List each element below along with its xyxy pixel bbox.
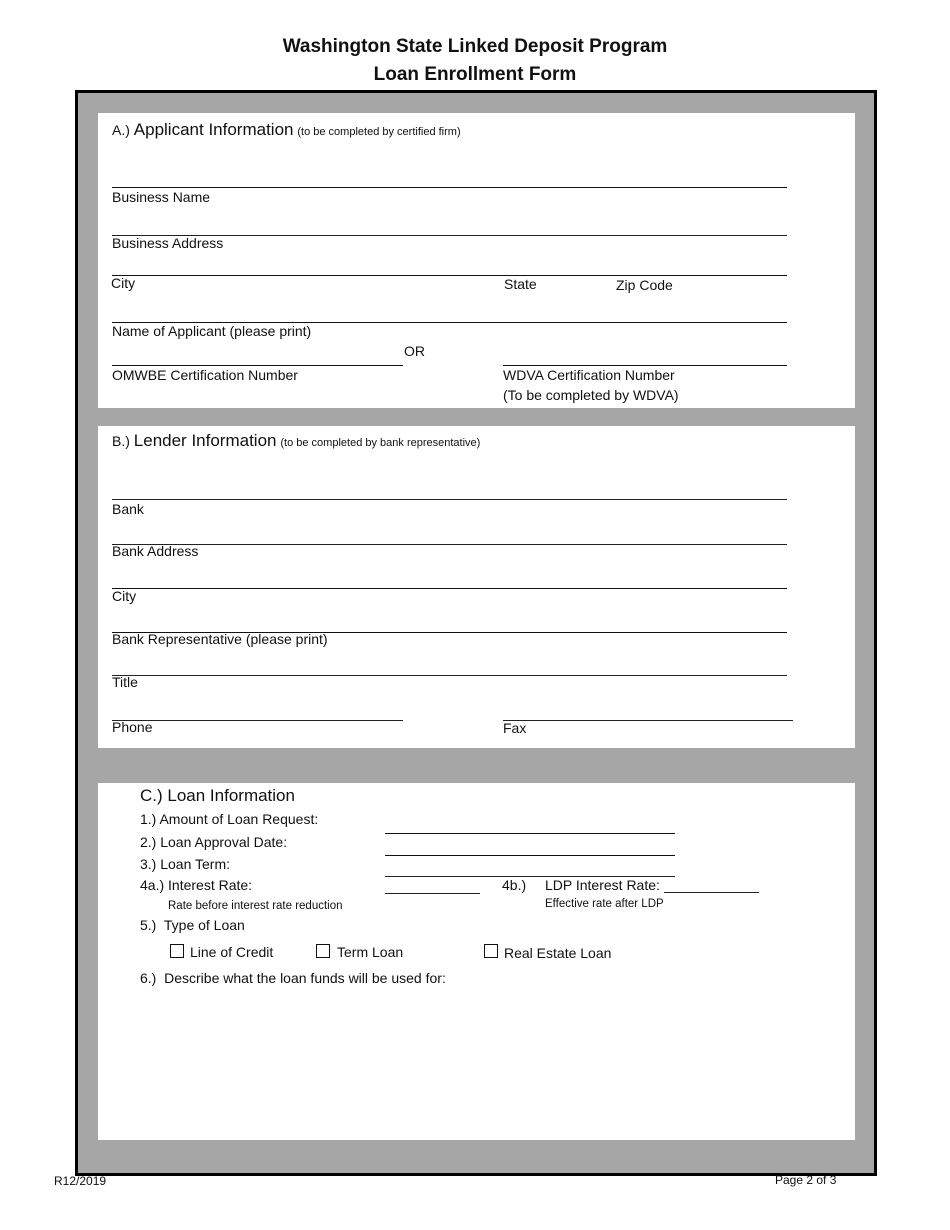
interest-rate-field[interactable] <box>385 893 480 894</box>
applicant-name-label: Name of Applicant (please print) <box>112 323 312 339</box>
bank-address-label: Bank Address <box>112 543 199 559</box>
loan-approval-date-label: 2.) Loan Approval Date: <box>140 834 288 850</box>
omwbe-field[interactable] <box>112 365 403 366</box>
phone-field[interactable] <box>112 720 403 721</box>
section-a-panel <box>98 113 855 408</box>
wdva-label: WDVA Certification Number <box>503 367 675 383</box>
zip-label: Zip Code <box>616 277 673 293</box>
section-a-heading <box>112 120 461 140</box>
loan-type-prefix: 5.) <box>140 917 157 933</box>
loan-use-prefix: 6.) <box>140 970 157 986</box>
business-name-label: Business Name <box>112 189 211 205</box>
fax-label: Fax <box>503 720 527 736</box>
interest-rate-label: 4a.) Interest Rate: <box>140 877 253 893</box>
loan-amount-label: 1.) Amount of Loan Request: <box>140 811 319 827</box>
section-b-panel <box>98 426 855 748</box>
ldp-interest-rate-label: LDP Interest Rate: <box>545 877 660 893</box>
form-title: Washington State Linked Deposit Program <box>282 36 668 57</box>
wdva-field[interactable] <box>503 365 787 366</box>
real-estate-loan-label: Real Estate Loan <box>504 945 612 961</box>
page-number: Page 2 of 3 <box>775 1173 837 1187</box>
bank-label: Bank <box>112 501 144 517</box>
loan-term-label: 3.) Loan Term: <box>140 856 231 872</box>
section-b-prefix: B.) <box>112 433 130 449</box>
phone-label: Phone <box>112 719 153 735</box>
section-b-title: Lender Information <box>133 431 277 450</box>
section-b-note: (to be completed by bank representative) <box>280 437 481 449</box>
bank-city-field[interactable] <box>112 588 787 589</box>
section-a-title: Applicant Information <box>133 120 294 139</box>
fax-field[interactable] <box>503 720 793 721</box>
section-a-prefix: A.) <box>112 122 130 138</box>
ldp-interest-rate-note: Effective rate after LDP <box>545 898 664 910</box>
bank-representative-label: Bank Representative (please print) <box>112 631 328 647</box>
title-field[interactable] <box>112 675 787 676</box>
bank-address-field[interactable] <box>112 544 787 545</box>
loan-use-text-area[interactable] <box>140 995 840 1130</box>
ldp-interest-rate-field[interactable] <box>664 892 759 893</box>
loan-approval-date-field[interactable] <box>385 855 675 856</box>
business-address-label: Business Address <box>112 235 224 251</box>
line-of-credit-label: Line of Credit <box>190 944 274 960</box>
section-a-note: (to be completed by certified firm) <box>297 126 461 138</box>
loan-amount-field[interactable] <box>385 833 675 834</box>
line-of-credit-checkbox[interactable] <box>170 944 184 958</box>
term-loan-label: Term Loan <box>337 944 404 960</box>
ldp-prefix: 4b.) <box>502 877 527 893</box>
section-c-title: C.) Loan Information <box>140 786 295 805</box>
bank-city-label: City <box>112 588 137 604</box>
form-subtitle: Loan Enrollment Form <box>373 64 577 85</box>
state-label: State <box>504 276 537 292</box>
business-name-field[interactable] <box>112 187 787 188</box>
bank-field[interactable] <box>112 499 787 500</box>
loan-type-heading <box>140 917 245 933</box>
interest-rate-note: Rate before interest rate reduction <box>168 900 343 912</box>
revision-code: R12/2019 <box>54 1174 107 1188</box>
loan-use-label: Describe what the loan funds will be used for: <box>164 970 446 986</box>
real-estate-loan-checkbox[interactable] <box>484 944 498 958</box>
section-b-heading <box>112 431 480 451</box>
loan-type-label: Type of Loan <box>163 917 245 933</box>
loan-use-heading <box>140 970 446 986</box>
term-loan-checkbox[interactable] <box>316 944 330 958</box>
or-label: OR <box>404 343 425 359</box>
city-label: City <box>111 275 136 291</box>
omwbe-label: OMWBE Certification Number <box>112 367 298 383</box>
title-label: Title <box>112 674 138 690</box>
wdva-note: (To be completed by WDVA) <box>503 387 679 403</box>
city-state-zip-field[interactable] <box>112 275 787 276</box>
